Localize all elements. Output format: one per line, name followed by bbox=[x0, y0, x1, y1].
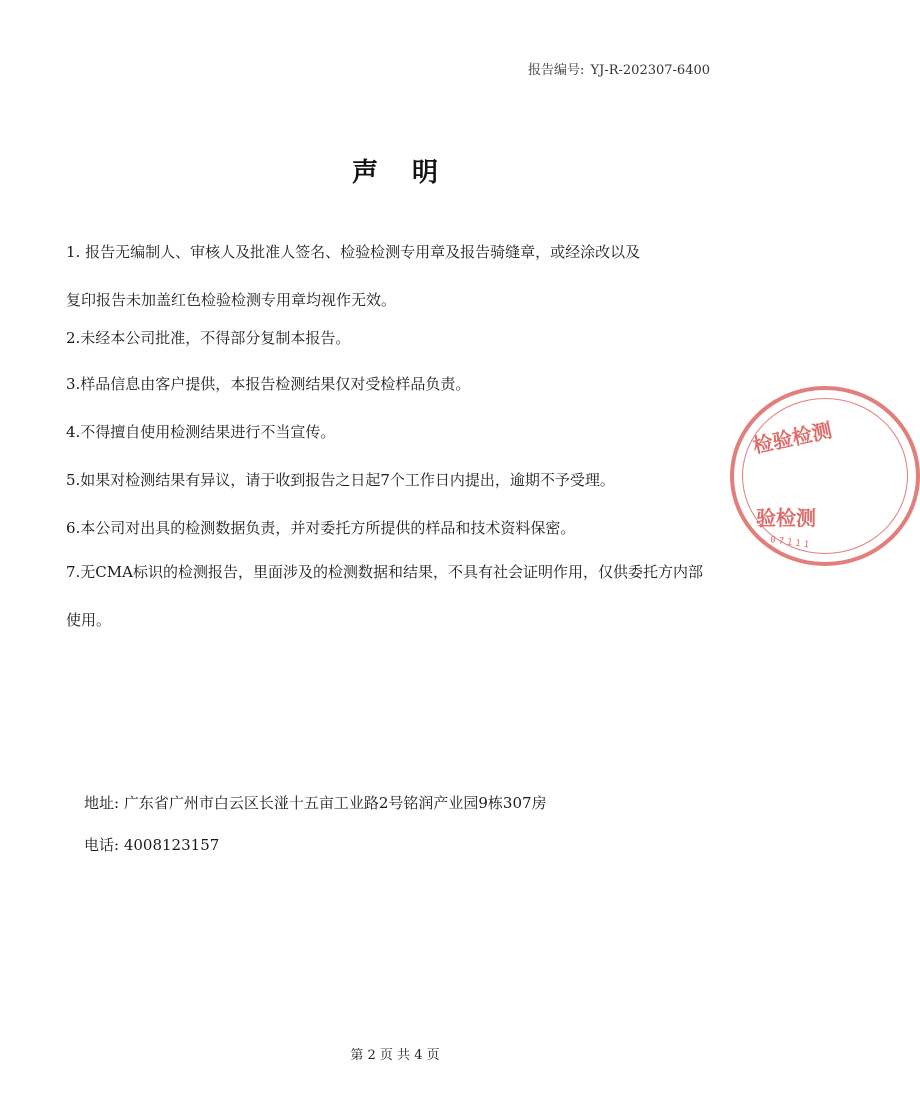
declaration-item-1-line-2: 复印报告未加盖红色检验检测专用章均视作无效。 bbox=[66, 291, 397, 309]
declaration-item-1 bbox=[66, 228, 736, 324]
page-number: 第 2 页 共 4 页 bbox=[350, 1048, 440, 1063]
report-number-label: 报告编号: bbox=[528, 63, 585, 78]
phone-label: 电话: bbox=[84, 836, 120, 854]
address-line bbox=[84, 792, 547, 813]
phone-line bbox=[84, 834, 219, 855]
phone-value: 4008123157 bbox=[123, 836, 220, 854]
declaration-item-4: 4.不得擅自使用检测结果进行不当宣传。 bbox=[66, 423, 336, 441]
declaration-item-7-line-1: 7.无CMA标识的检测报告，里面涉及的检测数据和结果，不具有社会证明作用，仅供委托方内部 bbox=[66, 563, 703, 581]
stamp-serial-digits: 07111 bbox=[769, 535, 813, 551]
declaration-item-1-line-1: 1. 报告无编制人、审核人及批准人签名、检验检测专用章及报告骑缝章，或经涂改以及 bbox=[66, 243, 641, 261]
report-number bbox=[528, 59, 710, 78]
page-title: 声明 bbox=[351, 158, 472, 188]
company-seal-stamp bbox=[730, 386, 920, 566]
declaration-item-7 bbox=[66, 548, 736, 644]
stamp-text-middle: 验检测 bbox=[756, 506, 816, 530]
declaration-item-6: 6.本公司对出具的检测数据负责，并对委托方所提供的样品和技术资料保密。 bbox=[66, 519, 576, 537]
declaration-item-3: 3.样品信息由客户提供，本报告检测结果仅对受检样品负责。 bbox=[66, 375, 471, 393]
stamp-text-top: 检验检测 bbox=[750, 417, 834, 459]
declaration-item-5: 5.如果对检测结果有异议，请于收到报告之日起7个工作日内提出，逾期不予受理。 bbox=[66, 471, 615, 489]
declaration-item-7-line-2: 使用。 bbox=[66, 611, 112, 629]
address-value: 广东省广州市白云区长湴十五亩工业路2号铭润产业园9栋307房 bbox=[123, 794, 547, 812]
declaration-item-2: 2.未经本公司批准，不得部分复制本报告。 bbox=[66, 329, 351, 347]
address-label: 地址: bbox=[84, 794, 120, 812]
report-number-value: YJ-R-202307-6400 bbox=[590, 63, 711, 78]
